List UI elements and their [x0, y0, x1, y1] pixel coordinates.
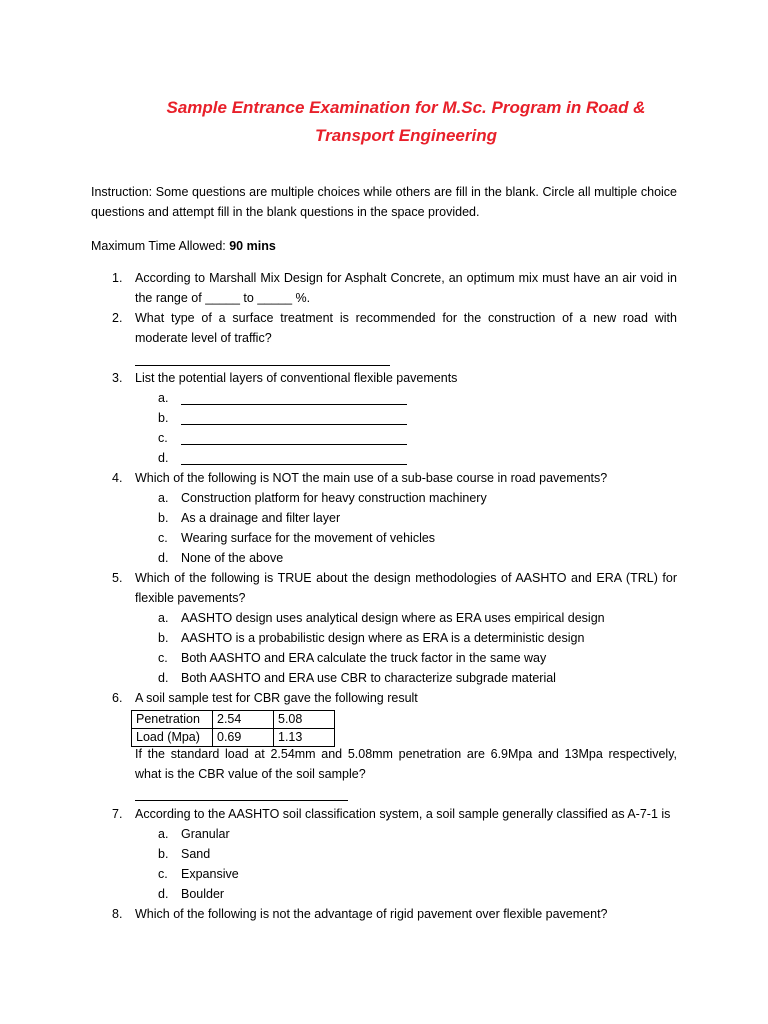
table-cell: Penetration: [132, 711, 213, 729]
question-number: 5.: [112, 571, 123, 585]
question-text: According to the AASHTO soil classification system, a soil sample generally classified as A-7-1 is: [135, 807, 671, 821]
option-letter: a.: [158, 391, 169, 405]
cbr-table: [131, 710, 335, 747]
title-line-1: Sample Entrance Examination for M.Sc. Program in Road &: [166, 98, 646, 117]
question-text: Which of the following is NOT the main use of a sub-base course in road pavements?: [135, 471, 608, 485]
option-letter: b.: [158, 511, 169, 525]
option-text: Both AASHTO and ERA calculate the truck factor in the same way: [181, 651, 547, 665]
option-letter: d.: [158, 451, 169, 465]
option-text: AASHTO design uses analytical design where as ERA uses empirical design: [181, 611, 605, 625]
question-number: 4.: [112, 471, 123, 485]
option-letter: b.: [158, 411, 169, 425]
option-letter: c.: [158, 431, 168, 445]
option-letter: a.: [158, 491, 169, 505]
option-letter: c.: [158, 867, 168, 881]
question-number: 3.: [112, 371, 123, 385]
option-letter: d.: [158, 551, 169, 565]
answer-blank-d[interactable]: [181, 464, 407, 465]
question-text: If the standard load at 2.54mm and 5.08mm penetration are 6.9Mpa and 13Mpa respectively, what is the CBR value of the soil sample?: [135, 747, 677, 781]
question-text: According to Marshall Mix Design for Asphalt Concrete, an optimum mix must have an air void in the range of _____ to _____ %.: [135, 271, 677, 305]
option-letter: b.: [158, 631, 169, 645]
question-number: 2.: [112, 311, 123, 325]
question-number: 1.: [112, 271, 123, 285]
question-number: 7.: [112, 807, 123, 821]
answer-blank[interactable]: [135, 365, 390, 366]
question-text: A soil sample test for CBR gave the following result: [135, 691, 418, 705]
table-cell: 2.54: [213, 711, 274, 729]
option-text: As a drainage and filter layer: [181, 511, 341, 525]
option-letter: a.: [158, 827, 169, 841]
option-letter: d.: [158, 671, 169, 685]
answer-blank[interactable]: [135, 800, 348, 801]
answer-blank-b[interactable]: [181, 424, 407, 425]
max-time-value: 90 mins: [229, 239, 276, 253]
option-text: Construction platform for heavy construction machinery: [181, 491, 487, 505]
answer-blank-c[interactable]: [181, 444, 407, 445]
question-text: List the potential layers of conventional flexible pavements: [135, 371, 458, 385]
option-text: AASHTO is a probabilistic design where as ERA is a deterministic design: [181, 631, 585, 645]
answer-blank-a[interactable]: [181, 404, 407, 405]
option-letter: a.: [158, 611, 169, 625]
question-text: What type of a surface treatment is recommended for the construction of a new road with moderate level of traffic?: [135, 311, 677, 345]
title-line-2: Transport Engineering: [315, 126, 497, 145]
option-text: None of the above: [181, 551, 284, 565]
instruction-text: Instruction: Some questions are multiple choices while others are fill in the blank. Circle all multiple choice questions and attempt fill in the blank questions in the space provided.: [91, 185, 677, 219]
table-cell: 0.69: [213, 729, 274, 747]
option-text: Both AASHTO and ERA use CBR to characterize subgrade material: [181, 671, 556, 685]
option-text: Boulder: [181, 887, 225, 901]
exam-title: [100, 94, 712, 150]
question-number: 8.: [112, 907, 123, 921]
option-text: Granular: [181, 827, 230, 841]
option-letter: c.: [158, 651, 168, 665]
option-letter: b.: [158, 847, 169, 861]
option-text: Wearing surface for the movement of vehicles: [181, 531, 436, 545]
question-number: 6.: [112, 691, 123, 705]
table-row: [132, 711, 335, 729]
max-time-label: Maximum Time Allowed:: [91, 239, 230, 253]
option-text: Expansive: [181, 867, 239, 881]
option-text: Sand: [181, 847, 211, 861]
max-time: [91, 236, 276, 256]
option-letter: c.: [158, 531, 168, 545]
question-text: Which of the following is TRUE about the design methodologies of AASHTO and ERA (TRL) for flexible pavements?: [135, 571, 677, 605]
question-text: Which of the following is not the advantage of rigid pavement over flexible pavement?: [135, 907, 608, 921]
table-cell: 5.08: [274, 711, 335, 729]
table-cell: Load (Mpa): [132, 729, 213, 747]
option-letter: d.: [158, 887, 169, 901]
table-cell: 1.13: [274, 729, 335, 747]
